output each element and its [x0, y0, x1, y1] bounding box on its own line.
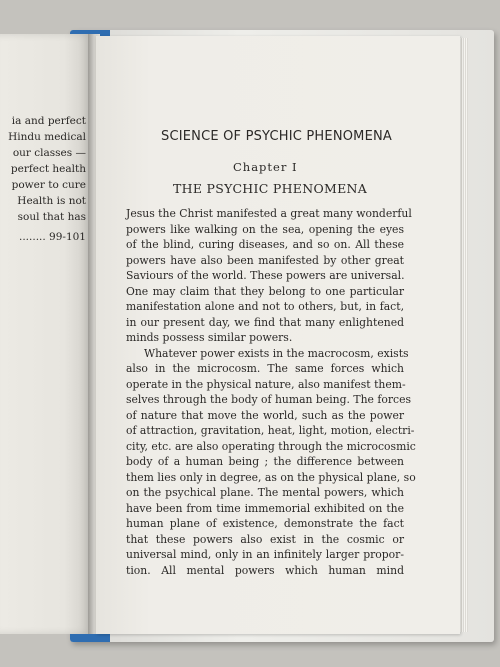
- text-line: Whatever power exists in the macrocosm, exists: [144, 346, 409, 360]
- text-line: in our present day, we find that many enlightened: [126, 315, 404, 329]
- text-line: human plane of existence, demonstrate the fact: [126, 517, 404, 530]
- text-line: on the psychical plane. The mental powers, which: [126, 486, 404, 499]
- text-line: also in the microcosm. The same forces which: [126, 362, 404, 375]
- body-text: [126, 206, 416, 578]
- text-line: of nature that move the world, such as the power: [126, 408, 404, 422]
- text-line: operate in the physical nature, also manifest them-: [126, 377, 406, 391]
- left-page-line: Health is not: [17, 195, 86, 207]
- chapter-label: Chapter I: [233, 160, 298, 174]
- text-line: them lies only in degree, as on the physical plane, so: [126, 470, 416, 484]
- toc-entry: ........ 99-101: [19, 231, 86, 243]
- text-line: minds possess similar powers.: [126, 331, 293, 344]
- text-line: have been from time immemorial exhibited on the: [126, 501, 404, 515]
- left-page-line: Hindu medical: [8, 131, 86, 143]
- chapter-title: THE PSYCHIC PHENOMENA: [173, 181, 368, 196]
- text-line: tion. All mental powers which human mind: [126, 563, 404, 577]
- text-line: Saviours of the world. These powers are universal.: [126, 269, 405, 282]
- left-page-line: ia and perfect: [11, 115, 86, 127]
- page-edges: [460, 38, 468, 632]
- text-line: powers have also been manifested by other great: [126, 253, 404, 267]
- left-page-line: our classes —: [12, 147, 86, 159]
- text-line: powers like walking on the sea, opening the eyes: [126, 222, 404, 236]
- text-line: body of a human being ; the difference between: [126, 455, 404, 468]
- left-page: [0, 34, 92, 634]
- text-line: city, etc. are also operating through the microcosmic: [126, 439, 416, 453]
- text-line: Jesus the Christ manifested a great many wonderful: [126, 207, 412, 220]
- text-line: One may claim that they belong to one particular: [126, 284, 404, 298]
- text-line: of the blind, curing diseases, and so on. All these: [126, 238, 404, 251]
- text-line: of attraction, gravitation, heat, light, motion, electri-: [126, 424, 415, 437]
- text-line: universal mind, only in an infinitely larger propor-: [126, 548, 404, 561]
- text-line: selves through the body of human being. The forces: [126, 393, 412, 406]
- left-page-line: power to cure: [11, 179, 86, 191]
- left-page-line: soul that has: [17, 211, 86, 223]
- text-line: manifestation alone and not to others, but, in fact,: [126, 300, 404, 313]
- text-line: that these powers also exist in the cosmic or: [126, 532, 404, 546]
- left-page-line: perfect health: [10, 163, 86, 175]
- running-head: SCIENCE OF PSYCHIC PHENOMENA: [161, 129, 393, 144]
